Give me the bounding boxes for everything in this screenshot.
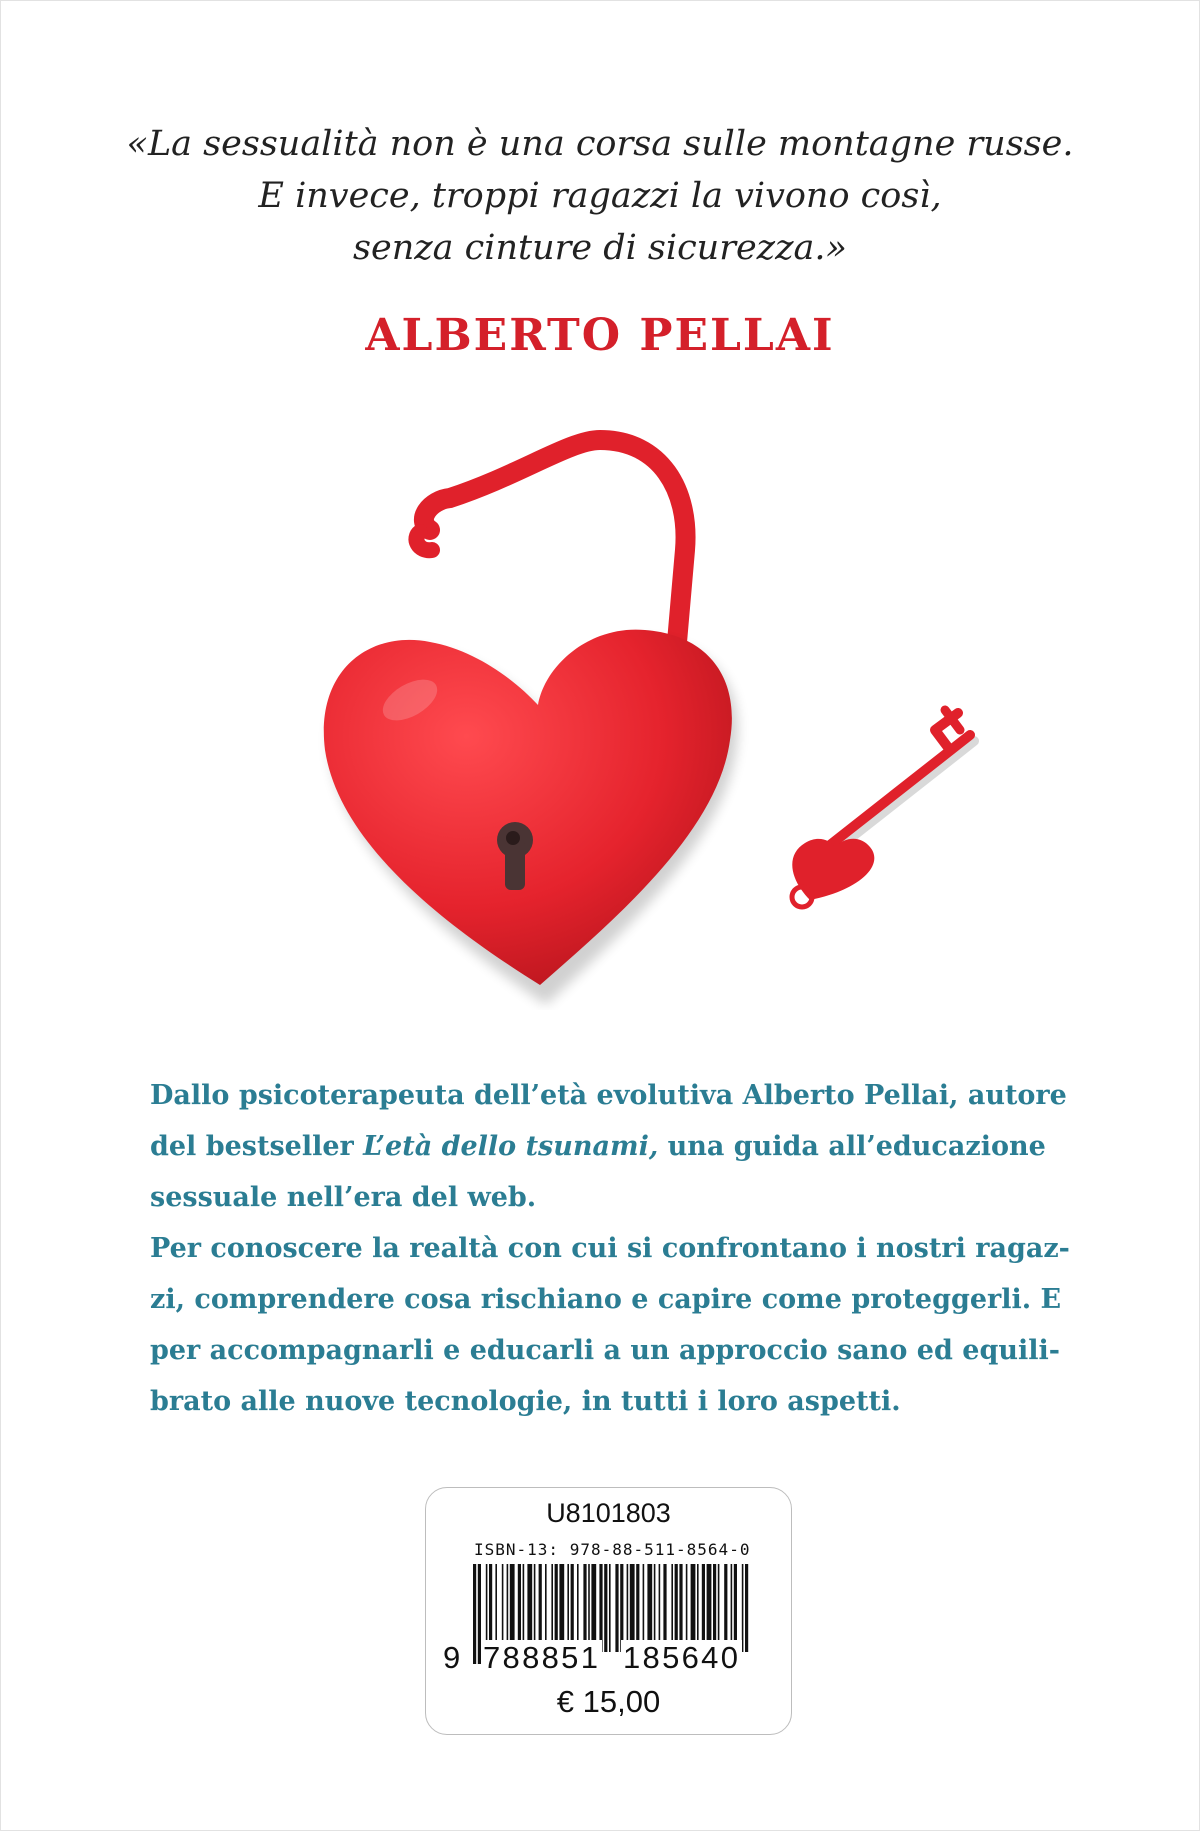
quote-line: senza cinture di sicurezza.» (353, 228, 847, 268)
ean-first-digit: 9 (443, 1640, 463, 1675)
isbn-text: ISBN-13: 978-88-511-8564-0 (474, 1540, 751, 1559)
blurb-line: sessuale nell’era del web. (150, 1182, 537, 1213)
blurb-paragraph (150, 1223, 1070, 1427)
heart-key (792, 710, 974, 907)
blurb-line: Per conoscere la realtà con cui si confrontano i nostri ragaz- (150, 1233, 1070, 1264)
blurb-text: una guida all’educazione (658, 1131, 1046, 1162)
blurb-line: brato alle nuove tecnologie, in tutti i loro aspetti. (150, 1386, 901, 1417)
author-name: ALBERTO PELLAI (365, 310, 835, 361)
heart-lock-body (324, 630, 732, 985)
quote-line: E invece, troppi ragazzi la vivono così, (258, 176, 942, 216)
heart-padlock-illustration (300, 420, 1020, 1010)
book-title: L’età dello tsunami, (363, 1131, 659, 1162)
ean-group: 788851 (483, 1640, 601, 1675)
blurb-text: del bestseller (150, 1131, 364, 1162)
blurb-line: Dallo psicoterapeuta dell’età evolutiva Alberto Pellai, autore (150, 1080, 1067, 1111)
blurb-paragraph (150, 1070, 1070, 1223)
ean-group: 185640 (623, 1640, 741, 1675)
quote-line: «La sessualità non è una corsa sulle montagne russe. (126, 124, 1074, 164)
price: € 15,00 (556, 1684, 661, 1719)
blurb (150, 1070, 1070, 1427)
blurb-line: zi, comprendere cosa rischiano e capire come proteggerli. E (150, 1284, 1062, 1315)
product-code: U8101803 (546, 1498, 671, 1528)
ean-digits (441, 1640, 761, 1674)
quote (80, 118, 1120, 274)
blurb-line (150, 1121, 1070, 1172)
barcode-label (425, 1487, 792, 1735)
blurb-line: per accompagnarli e educarli a un approccio sano ed equili- (150, 1335, 1060, 1366)
